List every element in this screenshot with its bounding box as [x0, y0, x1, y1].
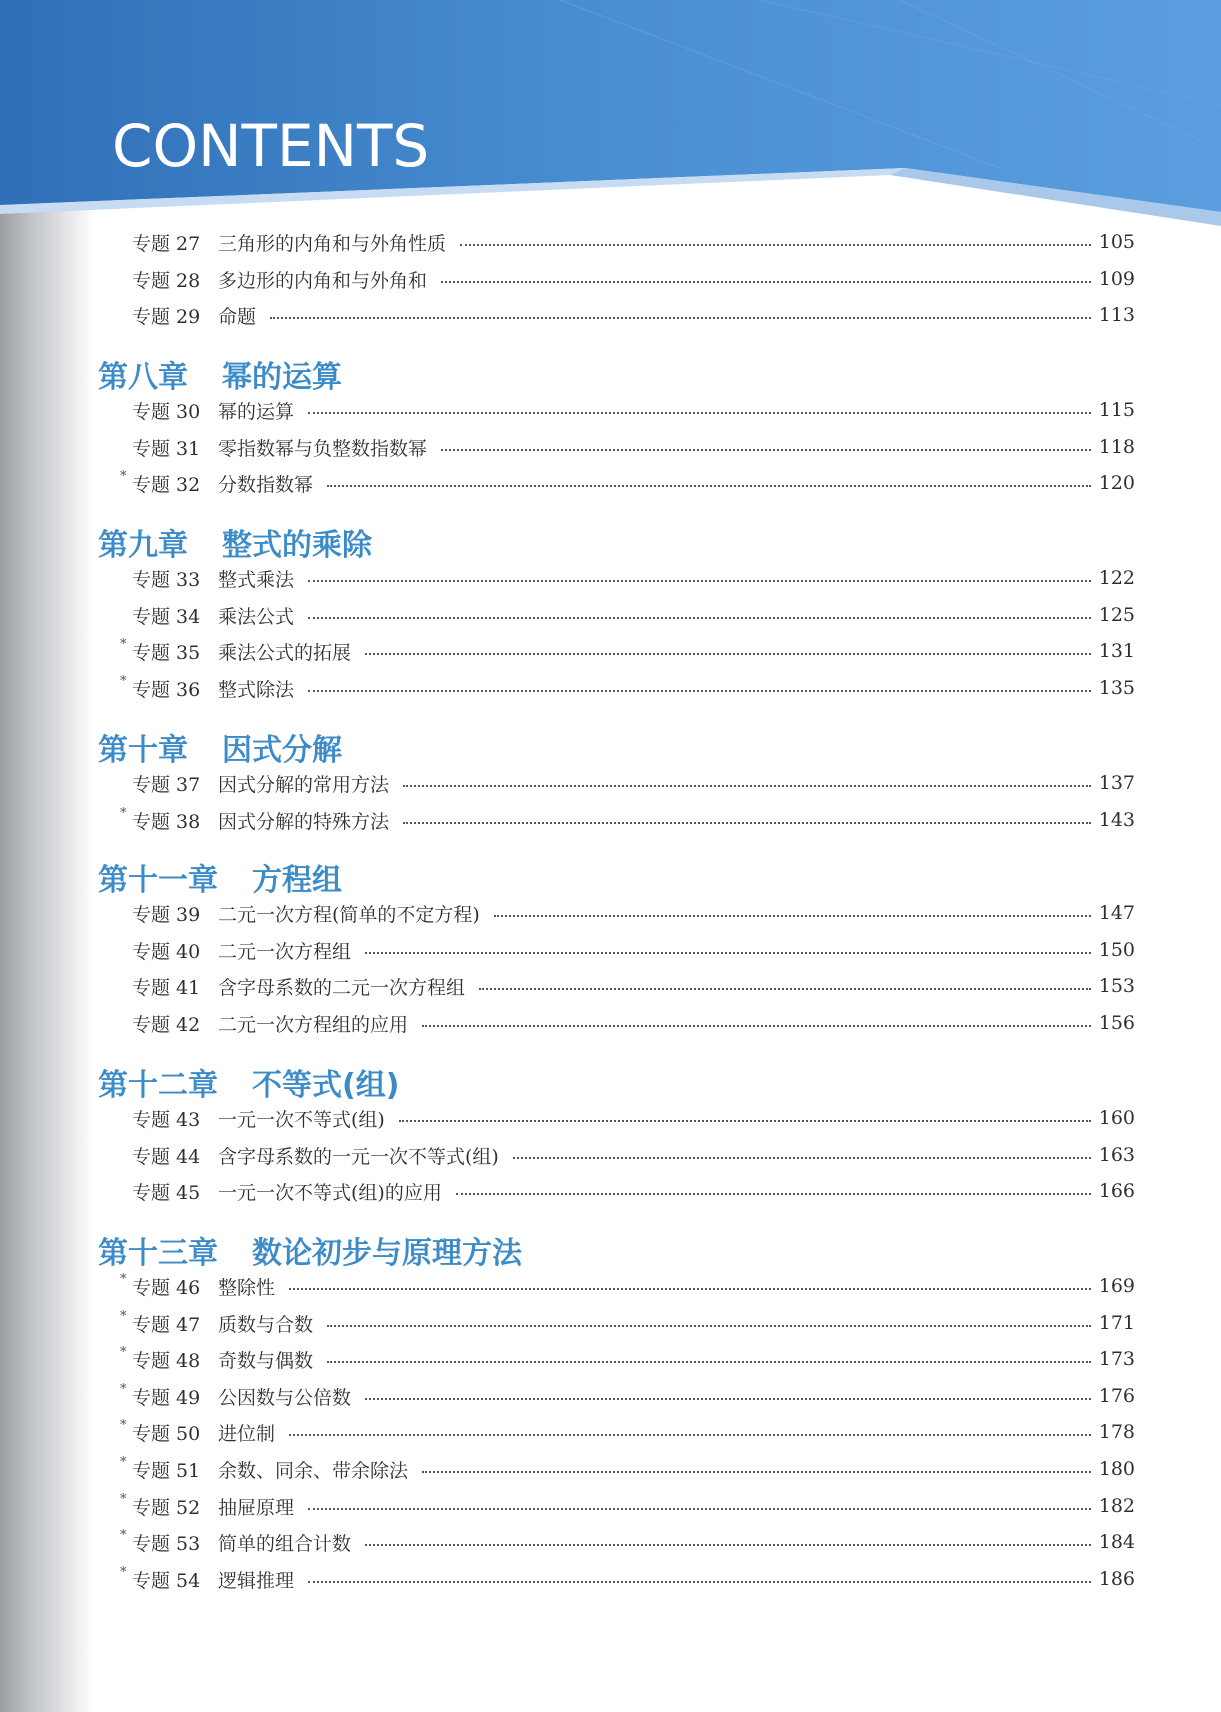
toc-entry[interactable]: [120, 898, 1135, 928]
optional-marker: *: [120, 1565, 127, 1580]
topic-title: 二元一次方程(简单的不定方程): [218, 903, 480, 926]
topic-number: 专题 32: [132, 473, 201, 496]
optional-marker: *: [120, 1272, 127, 1287]
page-number: 186: [1098, 1568, 1135, 1590]
page-number: 113: [1098, 304, 1135, 326]
topic-title: 公因数与公倍数: [218, 1386, 352, 1409]
topic-number: 专题 35: [132, 641, 201, 664]
toc-entry[interactable]: [120, 300, 1135, 330]
toc-entry[interactable]: [120, 395, 1135, 425]
toc-entry[interactable]: [120, 1344, 1135, 1374]
topic-number: 专题 41: [132, 976, 201, 999]
page-number: 153: [1098, 975, 1135, 997]
toc-entry[interactable]: [120, 468, 1135, 498]
topic-number: 专题 52: [132, 1496, 201, 1519]
toc-entry[interactable]: [120, 636, 1135, 666]
page-number: 105: [1098, 231, 1135, 253]
dot-leader: [327, 485, 1091, 487]
topic-number: 专题 50: [132, 1422, 201, 1445]
dot-leader: [494, 915, 1091, 917]
topic-number: 专题 28: [132, 269, 201, 292]
optional-marker: *: [120, 1345, 127, 1360]
toc-entry[interactable]: [120, 673, 1135, 703]
topic-title: 含字母系数的二元一次方程组: [218, 976, 466, 999]
dot-leader: [308, 580, 1091, 582]
toc-entry[interactable]: [120, 432, 1135, 462]
page-number: 143: [1098, 809, 1135, 831]
dot-leader: [460, 244, 1091, 246]
toc-entry[interactable]: [120, 805, 1135, 835]
page-number: 137: [1098, 772, 1135, 794]
dot-leader: [308, 690, 1091, 692]
chapter-title: 不等式(组): [252, 1068, 400, 1103]
toc-entry[interactable]: [120, 1103, 1135, 1133]
dot-leader: [270, 317, 1091, 319]
page-number: 178: [1098, 1421, 1135, 1443]
page-number: 171: [1098, 1312, 1135, 1334]
topic-title: 因式分解的特殊方法: [218, 810, 390, 833]
topic-number: 专题 42: [132, 1013, 201, 1036]
toc-entry[interactable]: [120, 768, 1135, 798]
toc-entry[interactable]: [120, 1564, 1135, 1594]
page-number: 160: [1098, 1107, 1135, 1129]
chapter-heading: [98, 725, 342, 769]
dot-leader: [365, 1544, 1091, 1546]
dot-leader: [479, 988, 1091, 990]
toc-entry[interactable]: [120, 1176, 1135, 1206]
topic-title: 含字母系数的一元一次不等式(组): [218, 1145, 499, 1168]
chapter-heading: [98, 1228, 522, 1272]
dot-leader: [308, 412, 1091, 414]
topic-title: 多边形的内角和与外角和: [218, 269, 428, 292]
dot-leader: [422, 1471, 1091, 1473]
chapter-heading: [98, 1060, 399, 1104]
topic-number: 专题 37: [132, 773, 201, 796]
topic-title: 整除性: [218, 1276, 276, 1299]
page-number: 176: [1098, 1385, 1135, 1407]
toc-entry[interactable]: [120, 1454, 1135, 1484]
topic-number: 专题 46: [132, 1276, 201, 1299]
optional-marker: *: [120, 1455, 127, 1470]
chapter-heading: [98, 352, 342, 396]
topic-title: 进位制: [218, 1422, 276, 1445]
dot-leader: [289, 1288, 1091, 1290]
optional-marker: *: [120, 1492, 127, 1507]
chapter-title: 方程组: [252, 863, 342, 898]
topic-number: 专题 54: [132, 1569, 201, 1592]
optional-marker: *: [120, 1382, 127, 1397]
page-number: 131: [1098, 640, 1135, 662]
optional-marker: *: [120, 637, 127, 652]
page-number: 147: [1098, 902, 1135, 924]
page-number: 122: [1098, 567, 1135, 589]
topic-title: 质数与合数: [218, 1313, 314, 1336]
toc-entry[interactable]: [120, 1308, 1135, 1338]
topic-number: 专题 27: [132, 232, 201, 255]
dot-leader: [308, 1508, 1091, 1510]
topic-number: 专题 33: [132, 568, 201, 591]
chapter-title: 整式的乘除: [222, 528, 372, 563]
toc-entry[interactable]: [120, 600, 1135, 630]
topic-number: 专题 43: [132, 1108, 201, 1131]
topic-number: 专题 49: [132, 1386, 201, 1409]
page-number: 182: [1098, 1495, 1135, 1517]
toc-entry[interactable]: [120, 264, 1135, 294]
toc-entry[interactable]: [120, 1491, 1135, 1521]
dot-leader: [308, 1581, 1091, 1583]
topic-title: 乘法公式的拓展: [218, 641, 352, 664]
page-number: 120: [1098, 472, 1135, 494]
topic-title: 三角形的内角和与外角性质: [218, 232, 447, 255]
optional-marker: *: [120, 1418, 127, 1433]
dot-leader: [365, 952, 1091, 954]
topic-title: 逻辑推理: [218, 1569, 295, 1592]
topic-title: 一元一次不等式(组)的应用: [218, 1181, 442, 1204]
dot-leader: [327, 1361, 1091, 1363]
page-number: 150: [1098, 939, 1135, 961]
page-number: 125: [1098, 604, 1135, 626]
toc-entry[interactable]: [120, 563, 1135, 593]
dot-leader: [308, 617, 1091, 619]
chapter-heading: [98, 855, 342, 899]
contents-title: CONTENTS: [112, 112, 430, 180]
dot-leader: [403, 822, 1091, 824]
topic-number: 专题 40: [132, 940, 201, 963]
toc-entry[interactable]: [120, 1381, 1135, 1411]
toc-entry[interactable]: [120, 1008, 1135, 1038]
toc-entry[interactable]: [120, 1271, 1135, 1301]
optional-marker: *: [120, 806, 127, 821]
topic-number: 专题 36: [132, 678, 201, 701]
chapter-number: 第十章: [98, 733, 188, 768]
topic-title: 二元一次方程组: [218, 940, 352, 963]
dot-leader: [441, 281, 1091, 283]
page-number: 118: [1098, 436, 1135, 458]
chapter-heading: [98, 520, 372, 564]
topic-title: 余数、同余、带余除法: [218, 1459, 409, 1482]
topic-title: 命题: [218, 305, 257, 328]
chapter-number: 第十三章: [98, 1236, 218, 1271]
topic-number: 专题 38: [132, 810, 201, 833]
optional-marker: *: [120, 469, 127, 484]
dot-leader: [365, 1398, 1091, 1400]
toc-entry[interactable]: [120, 971, 1135, 1001]
page-number: 173: [1098, 1348, 1135, 1370]
chapter-number: 第十二章: [98, 1068, 218, 1103]
toc-entry[interactable]: [120, 935, 1135, 965]
chapter-title: 幂的运算: [222, 360, 342, 395]
toc-entry[interactable]: [120, 1140, 1135, 1170]
page-number: 115: [1098, 399, 1135, 421]
topic-title: 零指数幂与负整数指数幂: [218, 437, 428, 460]
topic-number: 专题 34: [132, 605, 201, 628]
page-number: 184: [1098, 1531, 1135, 1553]
topic-number: 专题 53: [132, 1532, 201, 1555]
topic-number: 专题 39: [132, 903, 201, 926]
chapter-title: 因式分解: [222, 733, 342, 768]
page-number: 166: [1098, 1180, 1135, 1202]
optional-marker: *: [120, 1309, 127, 1324]
dot-leader: [513, 1157, 1091, 1159]
chapter-number: 第九章: [98, 528, 188, 563]
topic-number: 专题 45: [132, 1181, 201, 1204]
topic-number: 专题 31: [132, 437, 201, 460]
topic-title: 二元一次方程组的应用: [218, 1013, 409, 1036]
optional-marker: *: [120, 1528, 127, 1543]
topic-number: 专题 30: [132, 400, 201, 423]
page-number: 163: [1098, 1144, 1135, 1166]
topic-title: 简单的组合计数: [218, 1532, 352, 1555]
chapter-title: 数论初步与原理方法: [252, 1236, 522, 1271]
toc-entry[interactable]: [120, 1417, 1135, 1447]
topic-title: 奇数与偶数: [218, 1349, 314, 1372]
topic-number: 专题 48: [132, 1349, 201, 1372]
topic-number: 专题 47: [132, 1313, 201, 1336]
page-number: 169: [1098, 1275, 1135, 1297]
topic-number: 专题 29: [132, 305, 201, 328]
chapter-number: 第十一章: [98, 863, 218, 898]
dot-leader: [365, 653, 1091, 655]
dot-leader: [403, 785, 1091, 787]
page-number: 135: [1098, 677, 1135, 699]
toc-entry[interactable]: [120, 1527, 1135, 1557]
topic-number: 专题 51: [132, 1459, 201, 1482]
page-number: 180: [1098, 1458, 1135, 1480]
dot-leader: [399, 1120, 1091, 1122]
chapter-number: 第八章: [98, 360, 188, 395]
topic-title: 乘法公式: [218, 605, 295, 628]
toc-entry[interactable]: [120, 227, 1135, 257]
topic-number: 专题 44: [132, 1145, 201, 1168]
topic-title: 抽屉原理: [218, 1496, 295, 1519]
topic-title: 一元一次不等式(组): [218, 1108, 385, 1131]
dot-leader: [289, 1434, 1091, 1436]
topic-title: 因式分解的常用方法: [218, 773, 390, 796]
topic-title: 整式除法: [218, 678, 295, 701]
topic-title: 幂的运算: [218, 400, 295, 423]
page-number: 109: [1098, 268, 1135, 290]
page-number: 156: [1098, 1012, 1135, 1034]
dot-leader: [422, 1025, 1091, 1027]
optional-marker: *: [120, 674, 127, 689]
topic-title: 分数指数幂: [218, 473, 314, 496]
dot-leader: [441, 449, 1091, 451]
dot-leader: [456, 1193, 1091, 1195]
dot-leader: [327, 1325, 1091, 1327]
topic-title: 整式乘法: [218, 568, 295, 591]
